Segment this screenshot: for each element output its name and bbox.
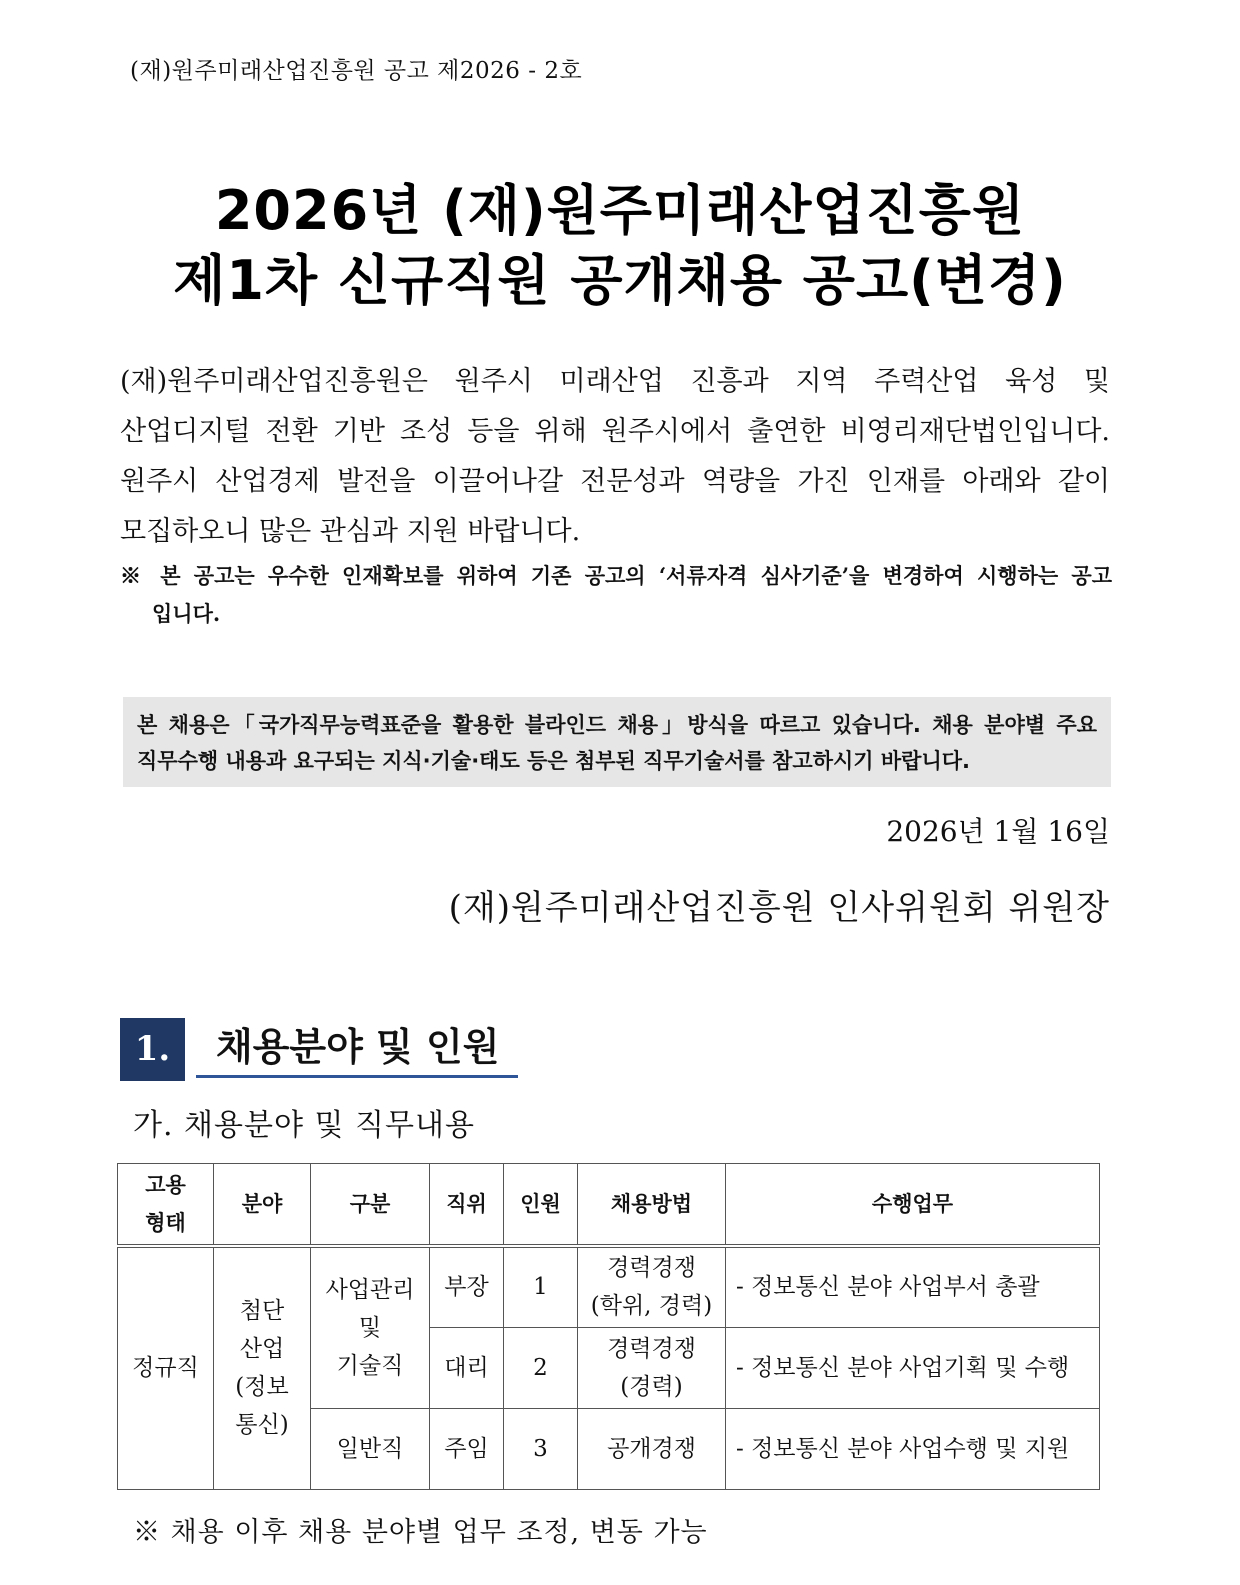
category-text: 기술직 (336, 1352, 404, 1379)
cell-headcount: 3 (504, 1408, 578, 1489)
header-method: 채용방법 (578, 1164, 726, 1247)
cell-method (578, 1246, 726, 1327)
category-text: 및 (358, 1314, 382, 1341)
header-position: 직위 (430, 1164, 504, 1247)
cell-duty: - 정보통신 분야 사업기획 및 수행 (726, 1327, 1100, 1408)
signer: (재)원주미래산업진흥원 인사위원회 위원장 (448, 888, 1110, 928)
header-employment-type (118, 1164, 214, 1247)
field-text: 첨단 (239, 1298, 285, 1325)
table-footnote: ※ 채용 이후 채용 분야별 업무 조정, 변동 가능 (133, 1517, 708, 1548)
intro-line: 모집하오니 많은 관심과 지원 바랍니다. (120, 516, 581, 547)
category-text: 사업관리 (325, 1276, 415, 1303)
method-text: 경력경쟁 (607, 1255, 696, 1282)
page-title-line-1: 2026년 (재)원주미래산업진흥원 (214, 179, 1026, 242)
page-title-line-2: 제1차 신규직원 공개채용 공고(변경) (173, 249, 1067, 312)
field-text: 통신) (235, 1412, 289, 1439)
reference-note (120, 557, 1112, 633)
cell-headcount: 1 (504, 1246, 578, 1327)
intro-paragraph (120, 357, 1110, 557)
cell-position: 부장 (430, 1246, 504, 1327)
subsection-title: 가. 채용분야 및 직무내용 (133, 1108, 475, 1143)
cell-duty: - 정보통신 분야 사업수행 및 지원 (726, 1408, 1100, 1489)
section-title: 채용분야 및 인원 (196, 1018, 518, 1078)
field-text: (정보 (235, 1374, 289, 1401)
table-row (118, 1246, 1100, 1327)
blind-notice-line: 직무수행 내용과 요구되는 지식·기술·태도 등은 첨부된 직무기술서를 참고하시기 바랍니다. (137, 749, 970, 773)
cell-method (578, 1327, 726, 1408)
header-headcount: 인원 (504, 1164, 578, 1247)
section-number-badge: 1. (120, 1018, 185, 1081)
method-text: (경력) (620, 1373, 683, 1400)
reference-note-line: 입니다. (152, 601, 221, 626)
header-duties: 수행업무 (726, 1164, 1100, 1247)
cell-position: 주임 (430, 1408, 504, 1489)
intro-line: (재)원주미래산업진흥원은 원주시 미래산업 진흥과 지역 주력산업 육성 및 (120, 366, 1110, 397)
method-text: 경력경쟁 (607, 1335, 696, 1362)
cell-employment-type: 정규직 (118, 1246, 214, 1489)
cell-category (311, 1246, 430, 1408)
cell-headcount: 2 (504, 1327, 578, 1408)
cell-category: 일반직 (311, 1408, 430, 1489)
announcement-date: 2026년 1월 16일 (886, 815, 1110, 848)
cell-method: 공개경쟁 (578, 1408, 726, 1489)
header-field: 분야 (214, 1164, 311, 1247)
header-category: 구분 (311, 1164, 430, 1247)
header-text: 고용 (145, 1173, 186, 1197)
table-header-row (118, 1164, 1100, 1247)
cell-field (214, 1246, 311, 1489)
method-text: (학위, 경력) (590, 1293, 713, 1320)
intro-line: 원주시 산업경제 발전을 이끌어나갈 전문성과 역량을 가진 인재를 아래와 같이 (120, 466, 1110, 497)
cell-position: 대리 (430, 1327, 504, 1408)
cell-duty: - 정보통신 분야 사업부서 총괄 (726, 1246, 1100, 1327)
recruitment-table (117, 1163, 1100, 1490)
header-text: 형태 (145, 1211, 186, 1235)
intro-line: 산업디지털 전환 기반 조성 등을 위해 원주시에서 출연한 비영리재단법인입니다. (120, 416, 1110, 447)
blind-notice-line: 본 채용은「국가직무능력표준을 활용한 블라인드 채용」방식을 따르고 있습니다. 채용 분야별 주요 (137, 713, 1097, 737)
field-text: 산업 (239, 1336, 285, 1363)
reference-note-line: ※ 본 공고는 우수한 인재확보를 위하여 기존 공고의 ‘서류자격 심사기준’을 변경하여 시행하는 공고 (120, 563, 1112, 588)
blind-recruitment-notice (123, 697, 1111, 787)
notice-number: (재)원주미래산업진흥원 공고 제2026 - 2호 (130, 58, 583, 84)
